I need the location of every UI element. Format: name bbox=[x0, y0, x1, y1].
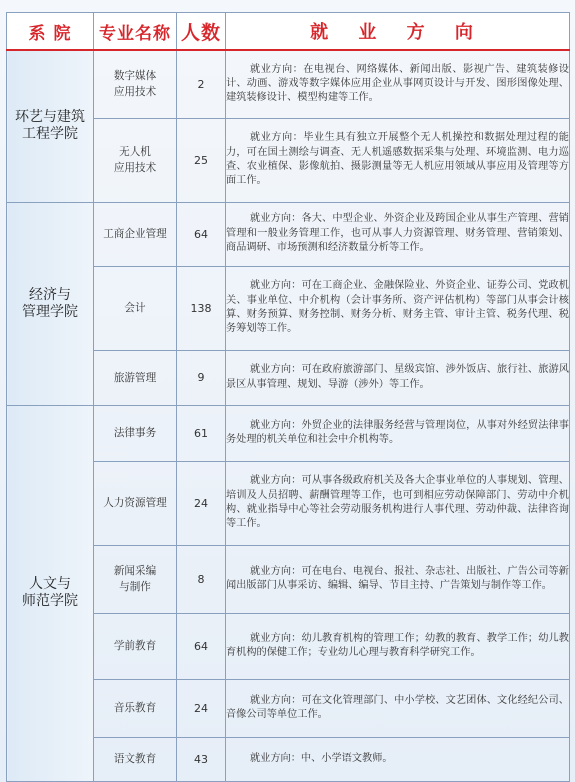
major-name-line2: 与制作 bbox=[119, 581, 151, 593]
direction-cell: 就业方向：外贸企业的法律服务经营与管理岗位，从事对外经贸法律事务处理的机关单位和社会中介机构等。 bbox=[226, 405, 570, 461]
department-cell bbox=[7, 202, 94, 405]
direction-cell: 就业方向：中、小学语文教师。 bbox=[226, 737, 570, 781]
count-cell: 8 bbox=[177, 545, 226, 613]
employment-table bbox=[6, 12, 570, 782]
major-cell bbox=[94, 118, 177, 202]
direction-cell: 就业方向：各大、中型企业、外资企业及跨国企业从事生产管理、营销管理和一般业务管理工作，也可从事人力资源管理、财务管理、营销策划、商品调研、市场预测和经济数量分析等工作。 bbox=[226, 202, 570, 266]
major-name-line1: 音乐教育 bbox=[113, 702, 157, 714]
direction-cell: 就业方向：可在电台、电视台、报社、杂志社、出版社、广告公司等新闻出版部门从事采访、编辑、编导、节目主持、广告策划与制作等工作。 bbox=[226, 545, 570, 613]
table-header-row bbox=[7, 13, 570, 51]
direction-cell: 就业方向：可从事各级政府机关及各大企事业单位的人事规划、管理、培训及人员招聘、薪酬管理等工作，也可到相应劳动保障部门、劳动中介机构、就业指导中心等社会劳动服务机构进行人事代理、劳动仲裁、法律咨询等工作。 bbox=[226, 461, 570, 545]
table-row bbox=[7, 202, 570, 266]
direction-cell: 就业方向：幼儿教育机构的管理工作；幼教的教育、教学工作；幼儿教育机构的保健工作；专业幼儿心理与教育科学研究工作。 bbox=[226, 613, 570, 679]
count-cell: 64 bbox=[177, 613, 226, 679]
department-name-line2: 师范学院 bbox=[22, 593, 78, 609]
major-name-line1: 语文教育 bbox=[113, 753, 157, 765]
count-cell: 138 bbox=[177, 266, 226, 350]
major-name-line1: 会计 bbox=[124, 302, 146, 314]
department-name-line2: 工程学院 bbox=[22, 126, 78, 143]
count-cell: 24 bbox=[177, 679, 226, 737]
major-cell bbox=[94, 202, 177, 266]
count-cell: 43 bbox=[177, 737, 226, 781]
major-cell bbox=[94, 679, 177, 737]
direction-cell: 就业方向：可在政府旅游部门、星级宾馆、涉外饭店、旅行社、旅游风景区从事管理、规划、导游（涉外）等工作。 bbox=[226, 350, 570, 405]
header-count: 人数 bbox=[177, 13, 226, 51]
count-cell: 25 bbox=[177, 118, 226, 202]
major-name-line2: 应用技术 bbox=[113, 86, 157, 99]
direction-cell: 就业方向：可在工商企业、金融保险业、外资企业、证券公司、党政机关、事业单位、中介机构（会计事务所、资产评估机构）等部门从事会计核算、财务预算、财务控制、财务分析、财务主管、审计主管、税务代理、税务筹划等工作。 bbox=[226, 266, 570, 350]
major-name-line1: 学前教育 bbox=[113, 640, 157, 652]
major-cell bbox=[94, 50, 177, 118]
major-cell bbox=[94, 545, 177, 613]
table-row bbox=[7, 50, 570, 118]
header-major: 专业名称 bbox=[94, 13, 177, 51]
major-cell bbox=[94, 613, 177, 679]
department-name-line2: 管理学院 bbox=[22, 303, 78, 320]
major-name-line1: 无人机 bbox=[119, 146, 151, 158]
major-cell bbox=[94, 405, 177, 461]
direction-cell: 就业方向：毕业生具有独立开展整个无人机操控和数据处理过程的能力，可在国土测绘与调查、无人机遥感数据采集与处理、环境监测、电力巡查、农业植保、影像航拍、摄影测量等无人机应用领域从事应用及管理等方面工作。 bbox=[226, 118, 570, 202]
department-cell bbox=[7, 405, 94, 781]
count-cell: 61 bbox=[177, 405, 226, 461]
major-name-line1: 法律事务 bbox=[113, 427, 157, 439]
major-name-line1: 人力资源管理 bbox=[103, 497, 167, 509]
major-cell bbox=[94, 350, 177, 405]
direction-cell: 就业方向：可在文化管理部门、中小学校、文艺团体、文化经纪公司、音像公司等单位工作。 bbox=[226, 679, 570, 737]
major-cell bbox=[94, 737, 177, 781]
count-cell: 9 bbox=[177, 350, 226, 405]
header-department: 系 院 bbox=[7, 13, 94, 51]
header-direction: 就 业 方 向 bbox=[226, 13, 570, 51]
major-name-line1: 新闻采编 bbox=[113, 565, 157, 577]
major-name-line1: 旅游管理 bbox=[113, 371, 157, 384]
major-cell bbox=[94, 461, 177, 545]
department-name-line1: 环艺与建筑 bbox=[15, 109, 85, 126]
table-row bbox=[7, 405, 570, 461]
major-name-line1: 数字媒体 bbox=[113, 70, 157, 83]
count-cell: 24 bbox=[177, 461, 226, 545]
direction-cell: 就业方向：在电视台、网络媒体、新闻出版、影视广告、建筑装修设计、动画、游戏等数字媒体应用企业从事网页设计与开发、图形图像处理、建筑装修设计、模型构建等工作。 bbox=[226, 50, 570, 118]
major-name-line1: 工商企业管理 bbox=[103, 228, 167, 240]
count-cell: 64 bbox=[177, 202, 226, 266]
count-cell: 2 bbox=[177, 50, 226, 118]
department-name-line1: 经济与 bbox=[29, 286, 71, 303]
department-cell bbox=[7, 50, 94, 202]
major-name-line2: 应用技术 bbox=[113, 162, 157, 174]
department-name-line1: 人文与 bbox=[29, 576, 71, 592]
major-cell bbox=[94, 266, 177, 350]
